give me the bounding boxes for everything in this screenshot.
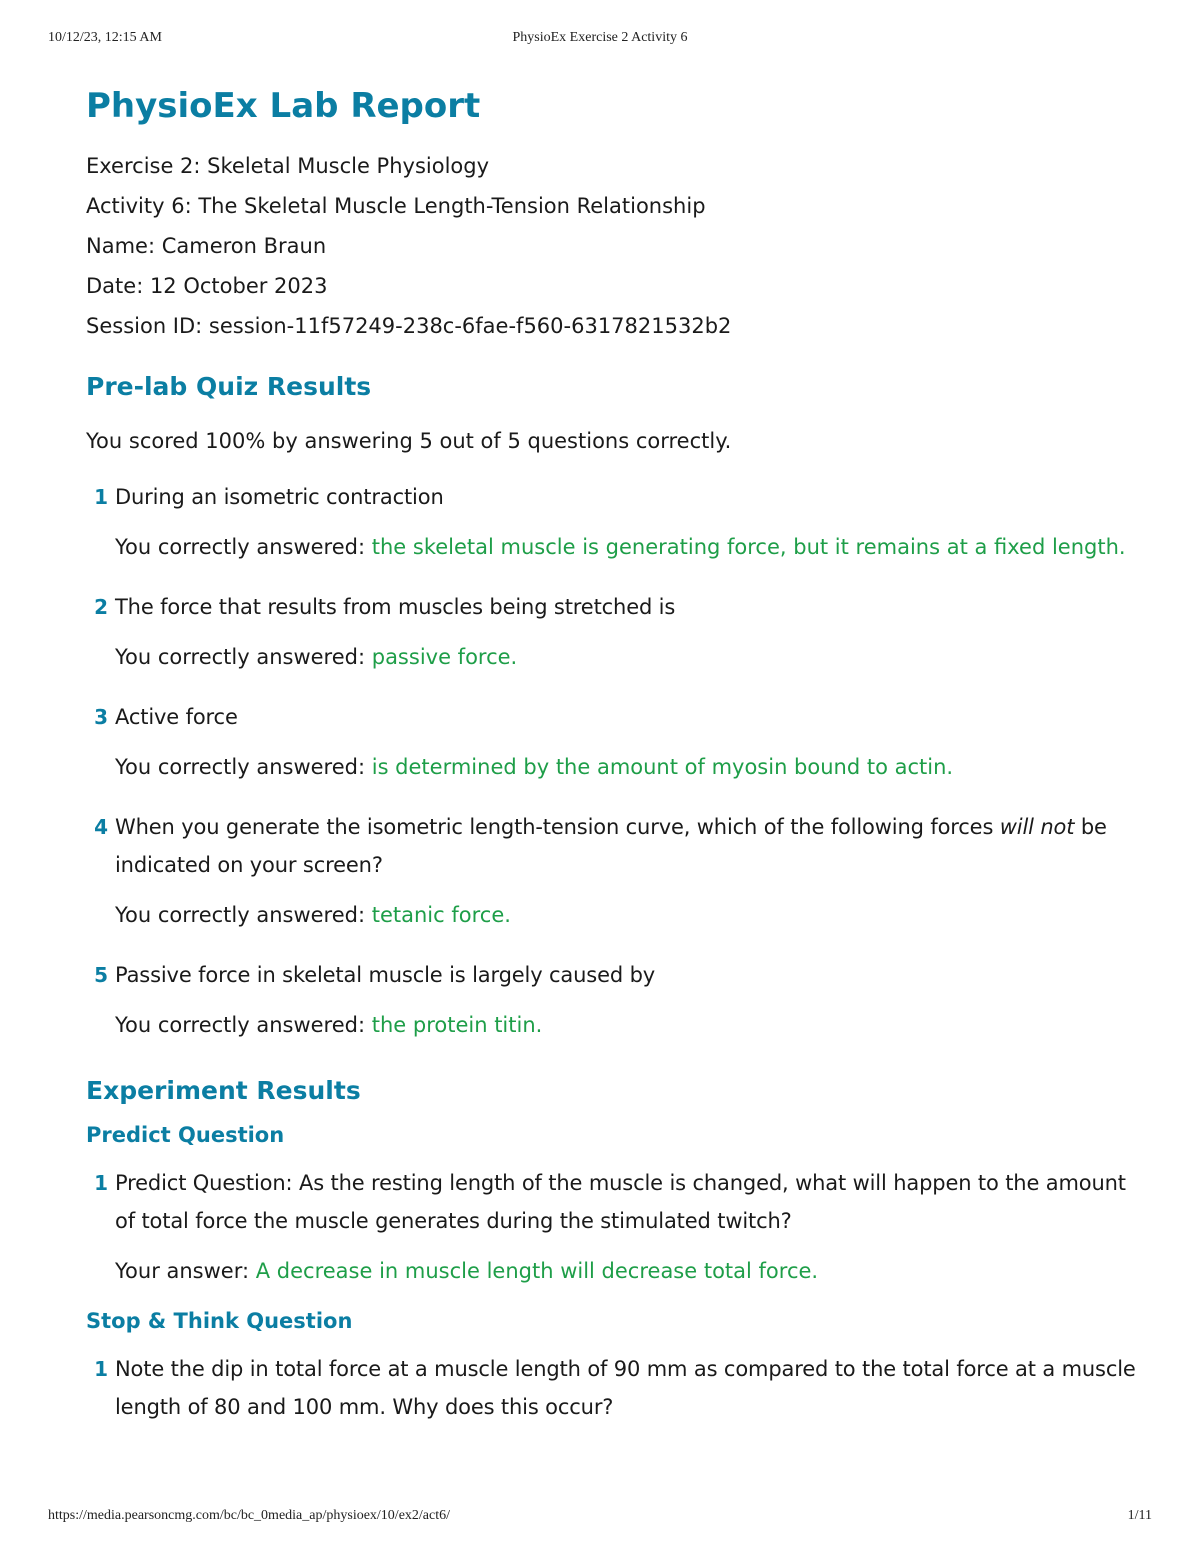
question-text: The force that results from muscles being stretched is <box>115 595 676 619</box>
question-text-before: When you generate the isometric length-tension curve, which of the following forces <box>115 815 1000 839</box>
answer-prefix: You correctly answered: <box>115 903 372 927</box>
answer-text: A decrease in muscle length will decrease total force. <box>255 1259 819 1283</box>
question-number: 3 <box>94 705 108 729</box>
question-text <box>115 808 1136 884</box>
print-title: PhysioEx Exercise 2 Activity 6 <box>512 30 688 45</box>
answer-line <box>115 1252 1136 1290</box>
question-number: 1 <box>94 1357 108 1381</box>
question-text: During an isometric contraction <box>115 485 444 509</box>
activity-line: Activity 6: The Skeletal Muscle Length-Tension Relationship <box>86 194 706 218</box>
question-number: 4 <box>94 815 108 839</box>
exercise-line: Exercise 2: Skeletal Muscle Physiology <box>86 154 490 178</box>
answer-line <box>115 638 1136 676</box>
answer-prefix: You correctly answered: <box>115 1013 372 1037</box>
question-number: 5 <box>94 963 108 987</box>
answer-text: passive force. <box>371 645 518 669</box>
print-datetime: 10/12/23, 12:15 AM <box>48 30 162 45</box>
answer-prefix: Your answer: <box>115 1259 256 1283</box>
answer-prefix: You correctly answered: <box>115 755 372 779</box>
answer-text: the skeletal muscle is generating force, but it remains at a fixed length. <box>371 535 1126 559</box>
quiz-question-1 <box>86 478 1136 566</box>
answer-prefix: You correctly answered: <box>115 645 372 669</box>
stop-think-heading: Stop & Think Question <box>86 1309 353 1333</box>
question-text-emphasis: will not <box>999 815 1075 839</box>
question-number: 1 <box>94 485 108 509</box>
stop-think-question-1 <box>86 1350 1136 1426</box>
answer-line <box>115 1006 1136 1044</box>
answer-text: the protein titin. <box>371 1013 543 1037</box>
quiz-question-5 <box>86 956 1136 1044</box>
answer-text: is determined by the amount of myosin bound to actin. <box>371 755 954 779</box>
report-meta <box>86 146 1136 346</box>
name-line: Name: Cameron Braun <box>86 234 327 258</box>
answer-text: tetanic force. <box>371 903 511 927</box>
date-line: Date: 12 October 2023 <box>86 274 328 298</box>
question-text: Note the dip in total force at a muscle length of 90 mm as compared to the total force at a muscle length of 80 and 100 mm. Why does this occur? <box>115 1357 1136 1419</box>
quiz-question-2 <box>86 588 1136 676</box>
quiz-question-4 <box>86 808 1136 934</box>
question-text: Active force <box>115 705 238 729</box>
question-text: Predict Question: As the resting length of the muscle is changed, what will happen to the amount of total force the muscle generates during the stimulated twitch? <box>115 1171 1126 1233</box>
print-url: https://media.pearsoncmg.com/bc/bc_0media_ap/physioex/10/ex2/act6/ <box>48 1508 451 1523</box>
page-number: 1/11 <box>1127 1508 1152 1523</box>
prelab-score: You scored 100% by answering 5 out of 5 questions correctly. <box>86 429 732 453</box>
experiment-heading: Experiment Results <box>86 1076 361 1105</box>
question-text-after: be indicated on your screen? <box>115 815 1107 877</box>
report-title: PhysioEx Lab Report <box>86 86 481 126</box>
prelab-heading: Pre-lab Quiz Results <box>86 372 372 401</box>
predict-heading: Predict Question <box>86 1123 285 1147</box>
answer-line <box>115 748 1136 786</box>
question-number: 2 <box>94 595 108 619</box>
report-content <box>86 84 1136 1426</box>
quiz-question-3 <box>86 698 1136 786</box>
question-number: 1 <box>94 1171 108 1195</box>
answer-prefix: You correctly answered: <box>115 535 372 559</box>
answer-line <box>115 528 1136 566</box>
answer-line <box>115 896 1136 934</box>
session-line: Session ID: session-11f57249-238c-6fae-f560-6317821532b2 <box>86 314 732 338</box>
question-text: Passive force in skeletal muscle is largely caused by <box>115 963 656 987</box>
predict-question-1 <box>86 1164 1136 1290</box>
